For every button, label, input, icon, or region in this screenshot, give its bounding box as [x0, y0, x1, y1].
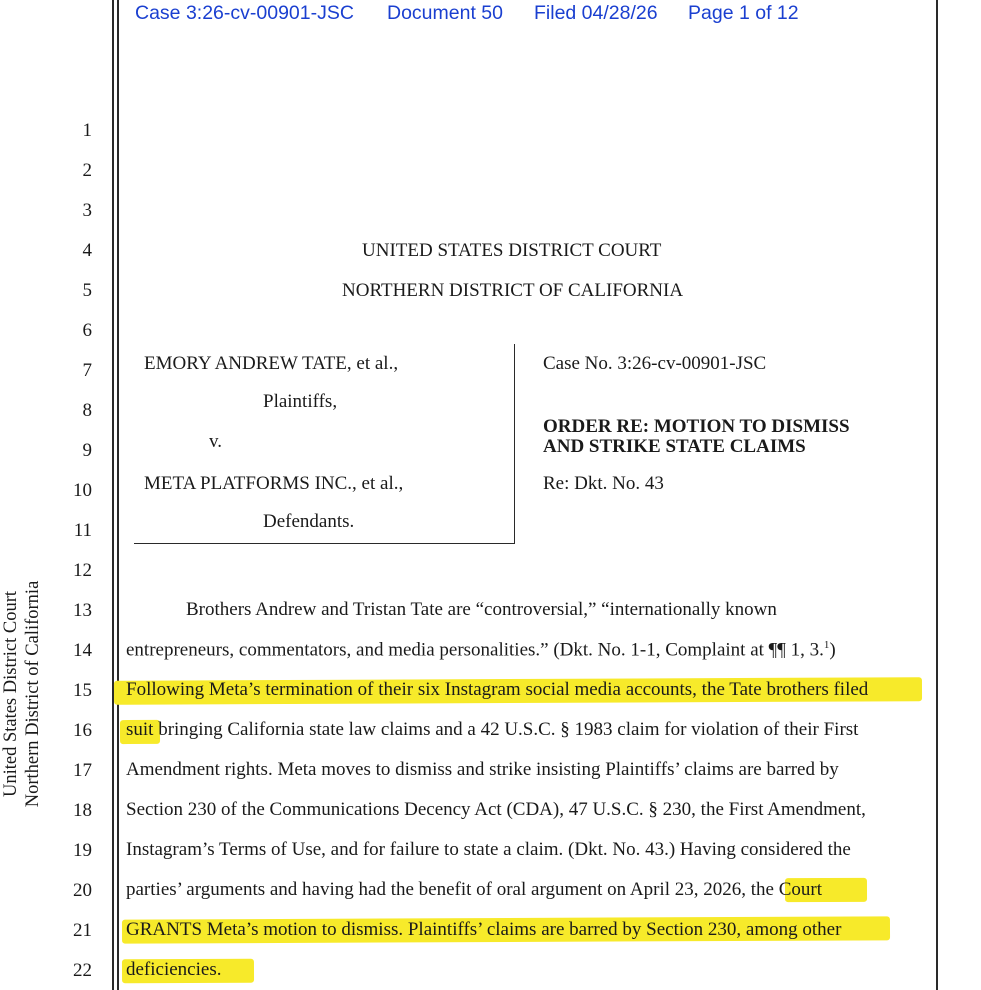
header-document-number: Document 50 [387, 2, 503, 24]
side-label-district: Northern District of California [23, 580, 43, 808]
line-number: 4 [82, 240, 92, 261]
body-line-20-highlighted: the Court [750, 879, 822, 900]
body-line-20-text: parties’ arguments and having had the benefit of oral argument on April 23, 2026, [126, 879, 751, 900]
right-margin-rule [936, 0, 938, 990]
line-number: 7 [82, 360, 92, 381]
line-number: 14 [73, 640, 92, 661]
left-margin-rule [112, 0, 114, 990]
caption-right-border [514, 344, 515, 544]
header-filed-date: Filed 04/28/26 [534, 2, 658, 24]
line-number: 19 [73, 840, 92, 861]
body-line-19: Instagram’s Terms of Use, and for failure to state a claim. (Dkt. No. 43.) Having considered the [126, 839, 851, 860]
left-margin-rule-inner [117, 0, 119, 990]
body-line-16-rest: bringing California state law claims and a 42 U.S.C. § 1983 claim for violation of their First [153, 719, 859, 740]
court-side-label [0, 581, 44, 808]
line-number: 21 [73, 920, 92, 941]
docket-reference: Re: Dkt. No. 43 [543, 473, 664, 494]
line-number: 15 [73, 680, 92, 701]
defendant-name: META PLATFORMS INC., et al., [144, 473, 404, 494]
side-label-court: United States District Court [1, 590, 21, 798]
header-page-count: Page 1 of 12 [688, 2, 799, 24]
body-line-14-text: entrepreneurs, commentators, and media personalities.” (Dkt. No. 1-1, Complaint at ¶¶ 1, 3. [126, 639, 824, 661]
footnote-marker: 1 [823, 639, 830, 651]
court-district: NORTHERN DISTRICT OF CALIFORNIA [342, 280, 684, 301]
line-number: 9 [82, 440, 92, 461]
body-line-16-highlighted: suit [126, 719, 154, 740]
line-number: 22 [73, 960, 92, 981]
line-number: 2 [82, 160, 92, 181]
plaintiff-name: EMORY ANDREW TATE, et al., [144, 353, 399, 374]
body-line-22: deficiencies. [126, 959, 222, 980]
line-number: 5 [82, 280, 92, 301]
line-number: 13 [73, 600, 92, 621]
header-case-number: Case 3:26-cv-00901-JSC [135, 2, 354, 24]
body-line-13: Brothers Andrew and Tristan Tate are “controversial,” “internationally known [186, 599, 777, 620]
defendant-role: Defendants. [263, 511, 355, 532]
line-number: 10 [73, 480, 92, 501]
line-number: 3 [82, 200, 92, 221]
body-line-14-end: ) [829, 639, 836, 661]
body-line-16 [126, 719, 858, 741]
line-number: 18 [73, 800, 92, 821]
versus: v. [209, 431, 223, 452]
body-line-20 [126, 879, 822, 901]
case-number: Case No. 3:26-cv-00901-JSC [543, 353, 767, 374]
body-line-15: Following Meta’s termination of their six Instagram social media accounts, the Tate brothers filed [126, 679, 869, 700]
line-number: 17 [73, 760, 92, 781]
order-title-line2: AND STRIKE STATE CLAIMS [543, 436, 806, 457]
caption-bottom-border [134, 543, 515, 544]
body-line-21: GRANTS Meta’s motion to dismiss. Plaintiffs’ claims are barred by Section 230, among other [126, 919, 842, 940]
order-title-line1: ORDER RE: MOTION TO DISMISS [543, 416, 850, 437]
line-number: 20 [73, 880, 92, 901]
line-number: 1 [82, 120, 92, 141]
plaintiff-role: Plaintiffs, [263, 391, 338, 412]
line-number: 16 [73, 720, 92, 741]
line-number: 6 [82, 320, 92, 341]
line-number: 11 [73, 520, 92, 541]
court-name: UNITED STATES DISTRICT COURT [362, 240, 662, 261]
line-number: 8 [82, 400, 92, 421]
body-line-14 [126, 639, 836, 661]
body-line-17: Amendment rights. Meta moves to dismiss and strike insisting Plaintiffs’ claims are barred by [126, 759, 839, 780]
body-line-18: Section 230 of the Communications Decency Act (CDA), 47 U.S.C. § 230, the First Amendment, [126, 799, 866, 820]
line-number: 12 [73, 560, 92, 581]
